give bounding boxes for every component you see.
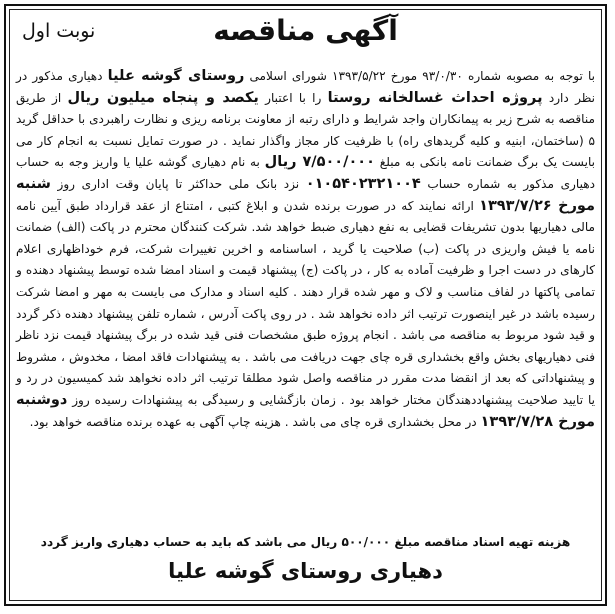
body-text-segment: دهیاری مذکور در نظر دارد — [16, 69, 596, 105]
highlight-text: یکصد و پنجاه میلیون ریال — [67, 89, 259, 106]
body-text-segment: را با اعتبار — [258, 90, 328, 105]
notice-body — [16, 66, 595, 433]
highlight-text: شنبه مورخ ۱۳۹۳/۷/۲۶ — [16, 175, 595, 214]
document-cost-note: هزینه تهیه اسناد مناقصه مبلغ ۵۰۰/۰۰۰ ریال می باشد که باید به حساب دهیاری واریز گردد — [40, 535, 571, 549]
body-text-segment: در محل بخشداری قره چای می باشد . هزینه چاپ آگهی به عهده برنده مناقصه خواهد بود. — [29, 414, 481, 429]
highlight-text: ۷/۵۰۰/۰۰۰ ریال — [264, 154, 375, 171]
highlight-text: دوشنبه مورخ ۱۳۹۳/۷/۲۸ — [16, 391, 595, 430]
body-text-segment: با توجه به مصوبه شماره ۹۳/۰/۳۰ مورخ ۱۳۹۳/۵/۲۲ شورای اسلامی — [244, 69, 595, 83]
body-text-segment: از طریق مناقصه به شرح زیر به پیمانکاران واجد شرایط و دارای رتبه از معاونت برنامه ریزی و نظارت راهبردی با حداقل گرید ۵ (ساختمان، ابنیه و کلیه گریدهای راه) با ظرفیت کار مجاز واگذار نماید . در صورت تمایل نسبت به انجام کار می بایست یک برگ ضمانت نامه بانکی به مبلغ — [16, 90, 595, 170]
notice-frame — [4, 4, 607, 606]
body-text-segment: ارائه نمایند که در صورت برنده شدن و ابلاغ کتبی ، امتناع از عقد قرارداد طبق آیین نامه مالی دهیاریها بدون تشریفات قضایی به نفع دهیاری ضبط خواهد شد. شرکت کنندگان محترم در پاکت (الف) ضمانت نامه یا فیش واریزی در پاکت (ب) صلاحیت یا گرید ، اساسنامه و اخرین تغییرات شرکت، فرم خوداظهاری اعلام کارهای در دست اجرا و ظرفیت آماده به کار ، در پاکت (ج) پیشنهاد قیمت و اسناد امضا شده توسط پیشنهاد دهنده و تمامی پاکتها در لفاف مناسب و لاک و مهر شده قرار دهند . کلیه اسناد و مدارک می بایست به مهر و امضا شرکت رسیده باشد در غیر اینصورت ترتیب اثر داده نخواهد شد . در روی پاکت آدرس ، شماره تلفن پیشنهاد دهنده ذکر گردد و قید شود مربوط به مناقصه می باشد . انجام پروژه طبق مشخصات فنی قید شده در برگ پیشنهاد قیمت نزد ناظر فنی دهیاریهای بخش واقع بخشداری قره چای جهت دریافت می باشد . به پیشنهادات فاقد امضا ، مخدوش ، مشروط و پیشنهاداتی که بعد از انقضا مدت مقرر در مناقصه واصل شود مطلقا ترتیب اثر داده نخواهد شد کمیسیون در رد و یا تایید صلاحیت پیشنهاددهندگان مختار خواهد بود . زمان بازگشایی و رسیدگی به پیشنهادات رسیده روز — [16, 198, 595, 407]
highlight-text: ۰۱۰۵۴۰۲۳۲۱۰۰۴ — [305, 175, 421, 192]
notice-paragraph — [16, 66, 595, 433]
round-label: نوبت اول — [22, 20, 96, 42]
highlight-text: پروژه احداث غسالخانه روستا — [327, 89, 543, 106]
highlight-text: روستای گوشه علیا — [107, 68, 245, 84]
body-text-segment: به نام دهیاری گوشه علیا یا واریز وجه به حساب دهیاری مذکور به شماره حساب — [16, 155, 595, 191]
notice-header — [6, 6, 605, 64]
body-text-segment: نزد بانک ملی حداکثر تا پایان وقت اداری روز — [50, 176, 306, 191]
notice-title: آگهی مناقصه — [213, 14, 398, 47]
issuer-signature: دهیاری روستای گوشه علیا — [168, 559, 443, 583]
